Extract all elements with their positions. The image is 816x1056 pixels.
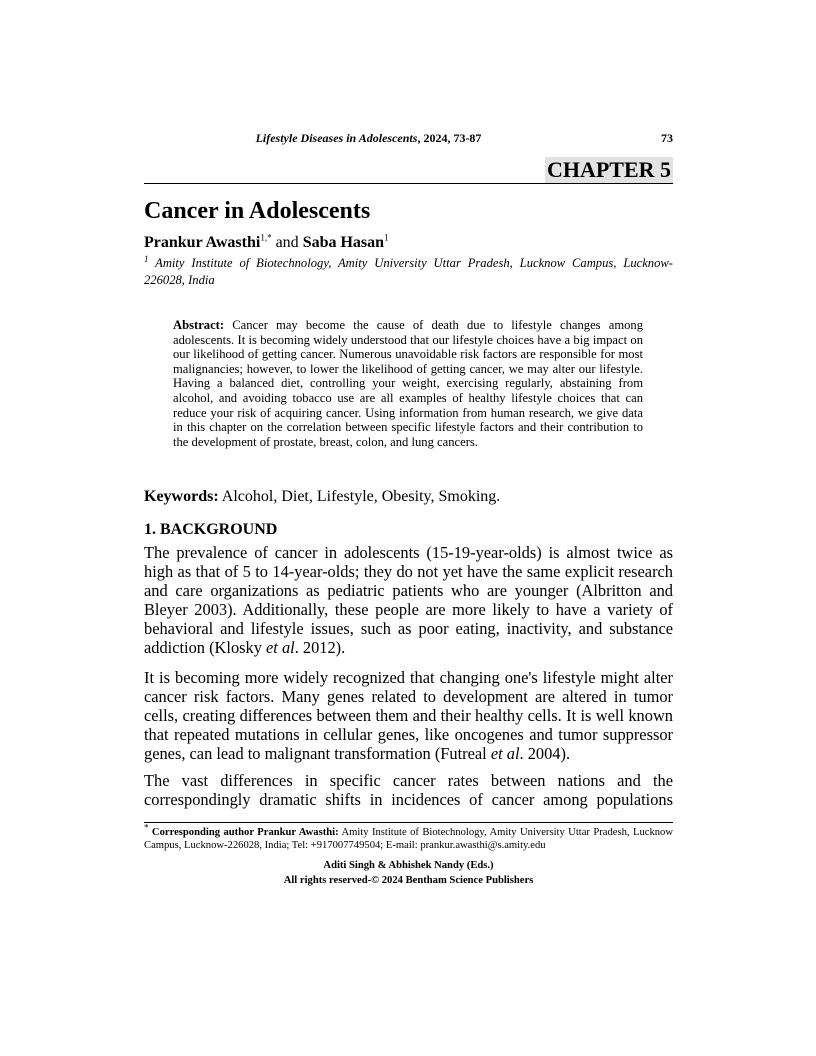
authors-and: and — [271, 234, 303, 251]
book-year-pages: , 2024, 73-87 — [417, 131, 482, 145]
footnote — [144, 822, 673, 852]
keywords — [144, 488, 500, 506]
p2-text: It is becoming more widely recognized that changing one's lifestyle might alter cancer risk factors. Many genes related to development are altered in tumor cells, creating differences between them and their healthy cells. It is well known that repeated mutations in cellular genes, like oncogenes and tumor suppressor genes, can lead to malignant transformation (Futreal — [144, 668, 673, 763]
p2-end: . 2004). — [519, 744, 571, 763]
footnote-label: Corresponding author Prankur Awasthi: — [148, 827, 339, 838]
keywords-text: Alcohol, Diet, Lifestyle, Obesity, Smoking. — [218, 488, 501, 505]
p1-text: The prevalence of cancer in adolescents (15-19-year-olds) is almost twice as high as that of 5 to 14-year-olds; they do not yet have the same explicit research and care organizations as pediatric patients who are younger (Albritton and Bleyer 2003). Additionally, these people are more likely to have a variety of behavioral and lifestyle issues, such as poor eating, inactivity, and substance addiction (Klosky — [144, 543, 673, 657]
chapter-label: CHAPTER 5 — [546, 157, 671, 182]
abstract — [173, 318, 643, 449]
author-2-sup: 1 — [384, 232, 389, 243]
author-2: Saba Hasan — [302, 234, 385, 251]
p2-etal: et al — [490, 744, 520, 763]
rights-notice: All rights reserved-© 2024 Bentham Science Publishers — [283, 875, 534, 886]
paragraph-3: The vast differences in specific cancer rates between nations and the correspondingly dramatic shifts in incidences of cancer among populations — [144, 771, 673, 809]
affiliation-sup: 1 — [144, 253, 149, 264]
keywords-label: Keywords: — [144, 488, 219, 505]
publisher-info — [144, 858, 673, 888]
editors: Aditi Singh & Abhishek Nandy (Eds.) — [323, 860, 494, 871]
p1-end: . 2012). — [294, 638, 346, 657]
p1-etal: et al — [266, 638, 295, 657]
authors — [144, 234, 389, 252]
footnote-rule — [144, 822, 673, 823]
page-number: 73 — [661, 131, 673, 145]
header-rule — [144, 183, 673, 184]
affiliation-text: Amity Institute of Biotechnology, Amity University Uttar Pradesh, Lucknow Campus, Lucknow-226028, India — [144, 256, 673, 287]
paragraph-1 — [144, 543, 673, 657]
section-heading: 1. BACKGROUND — [144, 521, 278, 538]
book-title: Lifestyle Diseases in Adolescents — [255, 131, 418, 145]
paragraph-2 — [144, 668, 673, 763]
footnote-text: Amity Institute of Biotechnology, Amity University Uttar Pradesh, Lucknow Campus, Lucknow-226028, India; Tel: +917007749504; E-mail: prankur.awasthi@s.amity.edu — [144, 827, 673, 851]
abstract-text: Cancer may become the cause of death due to lifestyle changes among adolescents. It is becoming widely understood that our lifestyle choices have a big impact on our likelihood of getting cancer. Numerous unavoidable risk factors are responsible for most malignancies; however, to lower the likelihood of getting cancer, we may alter our lifestyle. Having a balanced diet, controlling your weight, exercising regularly, abstaining from alcohol, and avoiding tobacco use are all examples of healthy lifestyle choices that can reduce your risk of acquiring cancer. Using information from human research, we give data in this chapter on the correlation between specific lifestyle factors and their contribution to the development of prostate, breast, colon, and lung cancers. — [173, 318, 643, 449]
chapter-title: Cancer in Adolescents — [144, 198, 371, 224]
running-title — [104, 131, 633, 146]
footnote-sup: * — [144, 822, 149, 833]
author-1: Prankur Awasthi — [144, 234, 261, 251]
abstract-label: Abstract: — [173, 318, 225, 332]
author-1-sup: 1,* — [260, 232, 272, 243]
affiliation — [144, 255, 673, 289]
